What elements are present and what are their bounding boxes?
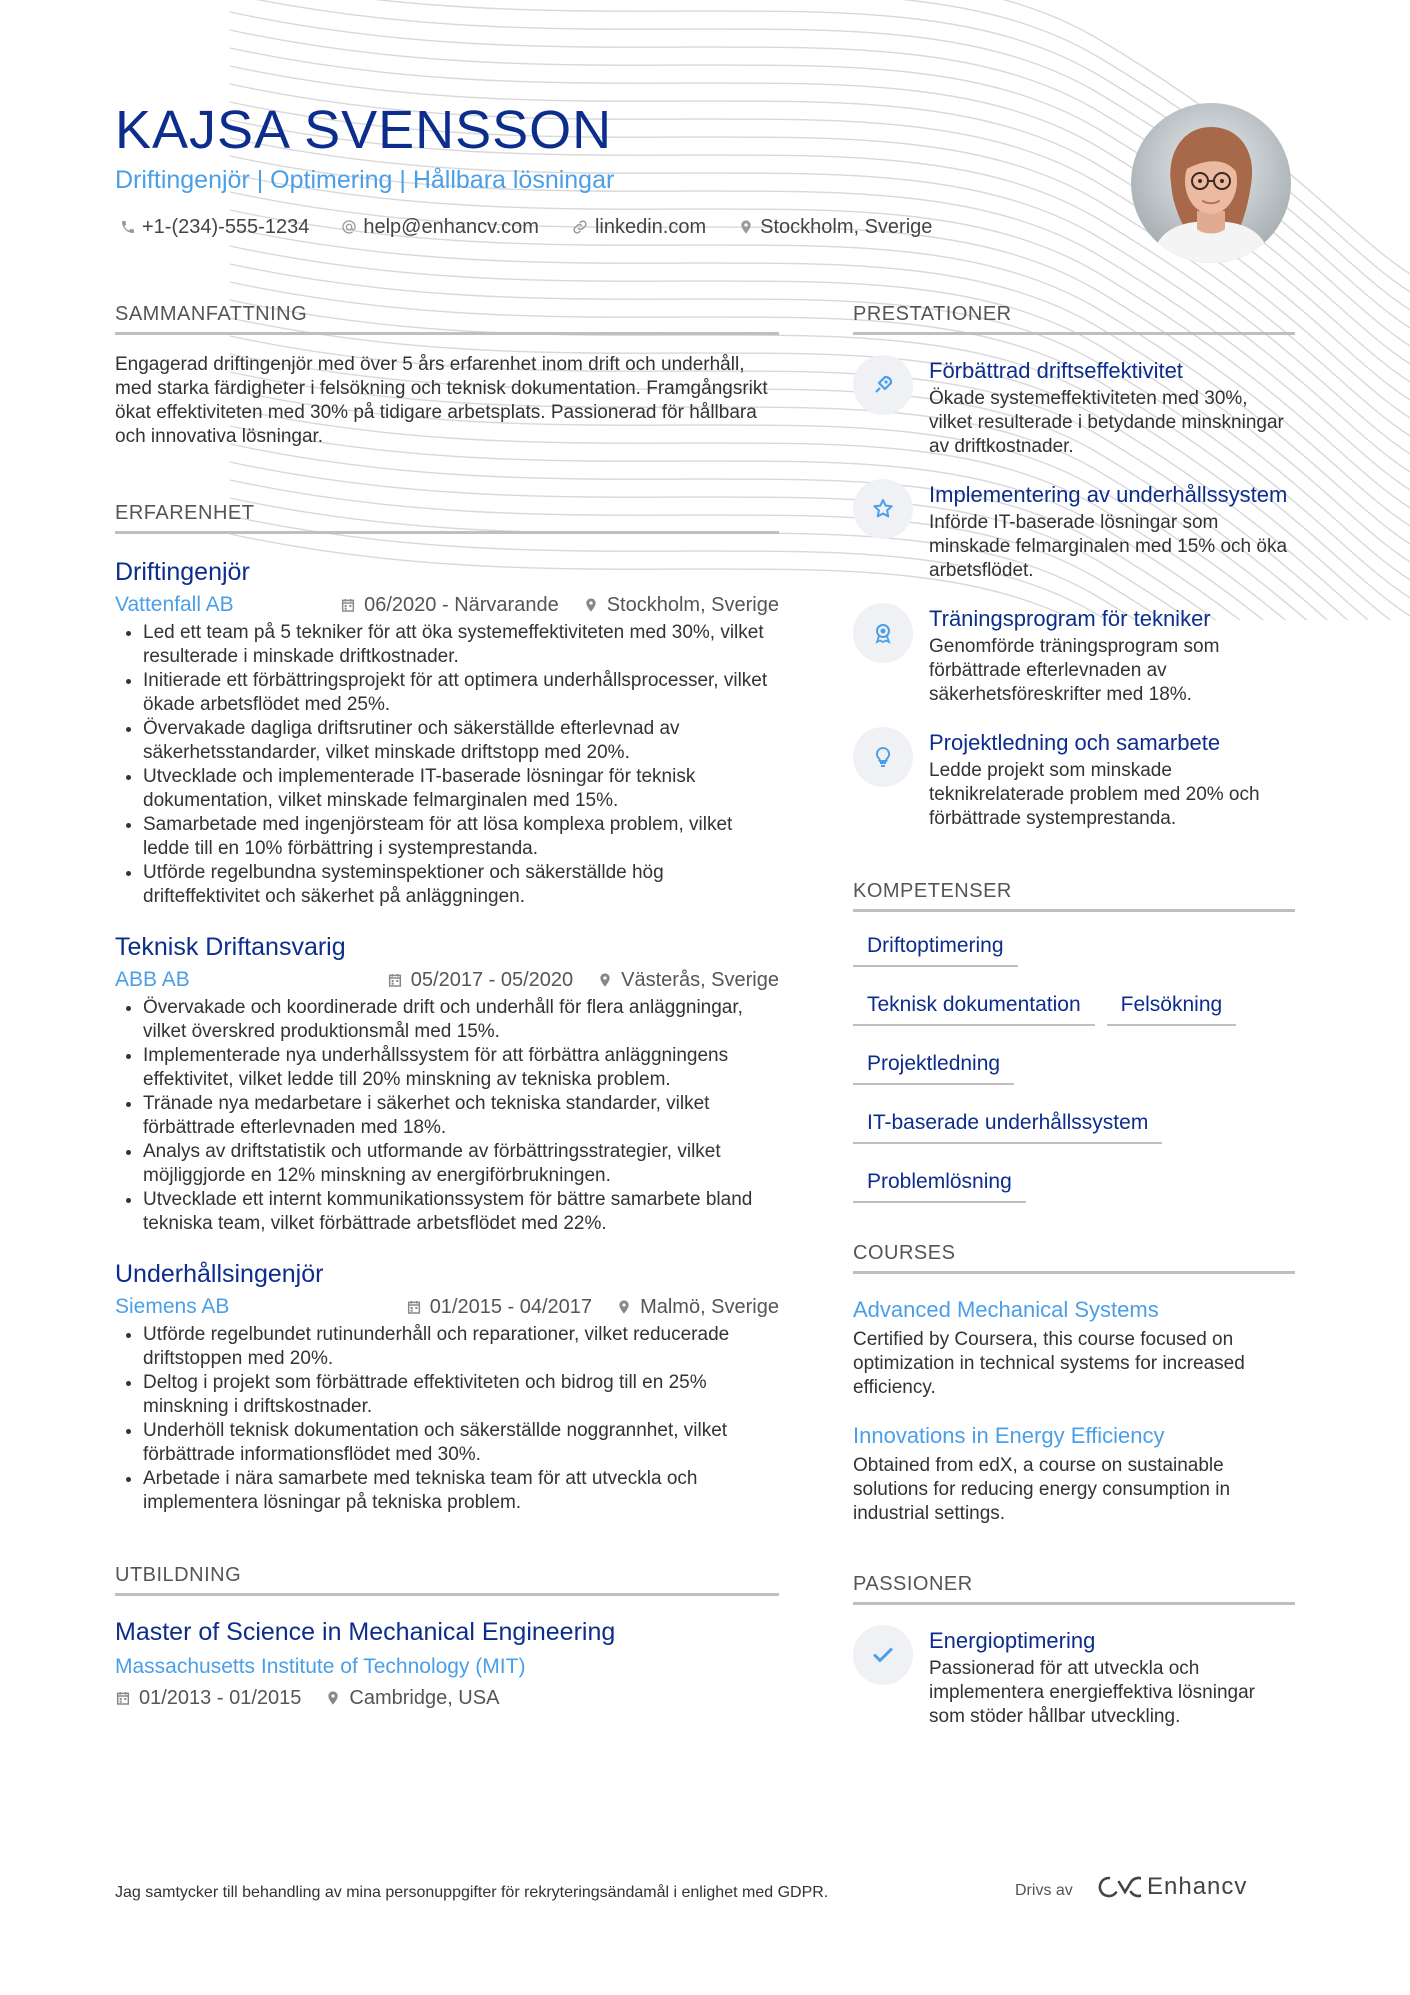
- job-title: Driftingenjör: [115, 558, 250, 586]
- job-meta: [115, 591, 779, 619]
- contact-location: [738, 213, 932, 241]
- achievement-title: Träningsprogram för tekniker: [929, 606, 1211, 631]
- star-icon: [853, 479, 913, 539]
- skill-tag: Teknisk dokumentation: [853, 985, 1095, 1026]
- achievements-section: [853, 300, 1295, 831]
- linkedin-text: linkedin.com: [594, 216, 707, 238]
- job-dates-text: 06/2020 - Närvarande: [364, 594, 559, 616]
- job-bullet: • Arbetade i nära samarbete med tekniska team för att utveckla och implementera lösningar på tekniska problem.: [143, 1467, 779, 1515]
- job-bullet: • Deltog i projekt som förbättrade effektiviteten och bidrog till en 25% minskning i driftskostnader.: [143, 1371, 779, 1419]
- enhancv-logo-icon: [1095, 1874, 1141, 1900]
- school-name: Massachusetts Institute of Technology (MIT): [115, 1655, 526, 1678]
- calendar-icon: [387, 972, 403, 988]
- job-location: [583, 591, 779, 619]
- powered-by-text: Drivs av: [1015, 1882, 1073, 1899]
- job-title: Underhållsingenjör: [115, 1260, 324, 1288]
- job-bullets: [115, 1323, 779, 1515]
- check-icon: [853, 1625, 913, 1685]
- award-icon: [853, 603, 913, 663]
- skill-tag: Driftoptimering: [853, 926, 1018, 967]
- job-location: [597, 966, 779, 994]
- passion-title: Energioptimering: [929, 1628, 1096, 1653]
- skill-tag: IT-baserade underhållssystem: [853, 1103, 1162, 1144]
- course-title: Advanced Mechanical Systems: [853, 1297, 1159, 1322]
- job-bullet: • Analys av driftstatistik och utformande av förbättringsstrategier, vilket möjliggjorde en 12% minskning av energiförbrukningen.: [143, 1140, 779, 1188]
- job-dates-text: 01/2015 - 04/2017: [429, 1296, 593, 1318]
- course-item: [853, 1422, 1295, 1526]
- job-dates: [406, 1293, 592, 1321]
- enhancv-logo[interactable]: [1095, 1874, 1247, 1900]
- education-section: [115, 1561, 779, 1712]
- job-bullet: • Övervakade och koordinerade drift och underhåll för flera anläggningar, vilket överskred produktionsmål med 15%.: [143, 996, 779, 1044]
- location-pin-icon: [597, 971, 613, 989]
- job-bullet: • Utvecklade och implementerade IT-baserade lösningar för teknisk dokumentation, vilket minskade felmarginalen med 15%.: [143, 765, 779, 813]
- calendar-icon: [115, 1690, 131, 1706]
- job-bullet: • Underhöll teknisk dokumentation och säkerställde noggrannhet, vilket förbättrade informationsflödet med 30%.: [143, 1419, 779, 1467]
- job-dates: [340, 591, 559, 619]
- job-entry: [115, 556, 779, 909]
- summary-text: Engagerad driftingenjör med över 5 års erfarenhet inom drift och underhåll, med starka färdigheter i felsökning och teknisk dokumentation. Framgångsrikt ökat effektiviteten med 30% på tidigare arbetsplats. Passionerad för hållbara och innovativa lösningar.: [115, 354, 768, 447]
- right-column: [853, 300, 1295, 1729]
- job-bullet: • Samarbetade med ingenjörsteam för att lösa komplexa problem, vilket ledde till en 10% förbättring i systemprestanda.: [143, 813, 779, 861]
- candidate-tagline: Driftingenjör | Optimering | Hållbara lösningar: [115, 166, 615, 194]
- achievement-item: [853, 605, 1295, 707]
- company-name: Siemens AB: [115, 1295, 230, 1318]
- achievement-title: Förbättrad driftseffektivitet: [929, 358, 1183, 383]
- link-icon: [571, 218, 589, 236]
- location-text: Stockholm, Sverige: [760, 216, 933, 238]
- company-name: ABB AB: [115, 968, 190, 991]
- achievement-desc: Genomförde träningsprogram som förbättrade efterlevnaden av säkerhetsföreskrifter med 18%.: [929, 636, 1220, 705]
- achievement-title: Projektledning och samarbete: [929, 730, 1221, 755]
- job-bullet: • Led ett team på 5 tekniker för att öka systemeffektiviteten med 30%, vilket resulterade i minskade driftkostnader.: [143, 621, 779, 669]
- skills-section: [853, 877, 1295, 1203]
- contact-linkedin[interactable]: [571, 213, 706, 241]
- company-name: Vattenfall AB: [115, 593, 234, 616]
- skill-tag: Felsökning: [1107, 985, 1237, 1026]
- phone-icon: [120, 219, 136, 235]
- course-title: Innovations in Energy Efficiency: [853, 1423, 1165, 1448]
- job-dates: [387, 966, 573, 994]
- left-column: [115, 300, 779, 1712]
- brand-text: Enhancv: [1147, 1873, 1248, 1900]
- contact-email[interactable]: [341, 213, 539, 241]
- section-title: KOMPETENSER: [853, 877, 1295, 912]
- education-location-text: Cambridge, USA: [349, 1687, 500, 1709]
- passion-desc: Passionerad för att utveckla och implementera energieffektiva lösningar som stöder hållbar utveckling.: [929, 1658, 1255, 1727]
- job-meta: [115, 966, 779, 994]
- contact-phone[interactable]: [120, 213, 309, 241]
- job-location: [616, 1293, 779, 1321]
- achievement-desc: Ökade systemeffektiviteten med 30%, vilket resulterade i betydande minskningar av driftkostnader.: [929, 388, 1284, 457]
- skills-list: [853, 926, 1295, 1203]
- job-entry: [115, 931, 779, 1236]
- location-pin-icon: [583, 596, 599, 614]
- experience-section: [115, 499, 779, 1515]
- summary-section: [115, 300, 779, 449]
- achievement-title: Implementering av underhållssystem: [929, 482, 1288, 507]
- education-location: [325, 1684, 499, 1712]
- job-bullet: • Utförde regelbundet rutinunderhåll och reparationer, vilket reducerade driftstoppen med 20%.: [143, 1323, 779, 1371]
- job-location-text: Malmö, Sverige: [640, 1296, 779, 1318]
- section-title: PRESTATIONER: [853, 300, 1295, 335]
- course-desc: Certified by Coursera, this course focused on optimization in technical systems for increased efficiency.: [853, 1329, 1245, 1398]
- section-title: PASSIONER: [853, 1570, 1295, 1605]
- rocket-icon: [853, 355, 913, 415]
- job-location-text: Stockholm, Sverige: [606, 594, 779, 616]
- job-location-text: Västerås, Sverige: [621, 969, 779, 991]
- job-entry: [115, 1258, 779, 1515]
- achievement-desc: Ledde projekt som minskade teknikrelaterade problem med 20% och förbättrade systemprestanda.: [929, 760, 1260, 829]
- job-meta: [115, 1293, 779, 1321]
- achievement-item: [853, 729, 1295, 831]
- course-item: [853, 1296, 1295, 1400]
- location-pin-icon: [325, 1689, 341, 1707]
- location-pin-icon: [616, 1298, 632, 1316]
- job-bullet: • Tränade nya medarbetare i säkerhet och tekniska standarder, vilket förbättrade efterlevnaden med 18%.: [143, 1092, 779, 1140]
- skill-tag: Projektledning: [853, 1044, 1014, 1085]
- section-title: SAMMANFATTNING: [115, 300, 779, 335]
- phone-text: +1-(234)-555-1234: [142, 216, 310, 238]
- courses-section: [853, 1239, 1295, 1526]
- job-bullet: • Initierade ett förbättringsprojekt för att optimera underhållsprocesser, vilket ökade arbetsflödet med 25%.: [143, 669, 779, 717]
- at-icon: [341, 219, 357, 235]
- job-bullets: [115, 621, 779, 909]
- education-dates-text: 01/2013 - 01/2015: [139, 1687, 302, 1709]
- job-title: Teknisk Driftansvarig: [115, 933, 346, 961]
- email-text: help@enhancv.com: [363, 216, 539, 238]
- passions-section: [853, 1570, 1295, 1729]
- course-desc: Obtained from edX, a course on sustainable solutions for reducing energy consumption in industrial settings.: [853, 1455, 1231, 1524]
- calendar-icon: [340, 597, 356, 613]
- degree-title: Master of Science in Mechanical Engineering: [115, 1618, 616, 1646]
- achievement-item: [853, 481, 1295, 583]
- location-pin-icon: [738, 218, 754, 236]
- skill-tag: Problemlösning: [853, 1162, 1026, 1203]
- job-bullet: • Utvecklade ett internt kommunikationssystem för bättre samarbete bland tekniska team, vilket förbättrade arbetsflödet med 22%.: [143, 1188, 779, 1236]
- lightbulb-icon: [853, 727, 913, 787]
- calendar-icon: [406, 1299, 422, 1315]
- education-meta: [115, 1684, 779, 1712]
- education-dates: [115, 1684, 301, 1712]
- passion-item: [853, 1627, 1295, 1729]
- contact-bar: [120, 213, 964, 241]
- profile-photo: [1131, 103, 1291, 263]
- job-bullets: [115, 996, 779, 1236]
- gdpr-consent-text: Jag samtycker till behandling av mina personuppgifter för rekryteringsändamål i enlighet med GDPR.: [115, 1884, 829, 1901]
- job-bullet: • Utförde regelbundna systeminspektioner och säkerställde hög drifteffektivitet och säkerhet på anläggningen.: [143, 861, 779, 909]
- candidate-name: KAJSA SVENSSON: [115, 100, 613, 160]
- section-title: ERFARENHET: [115, 499, 779, 534]
- job-bullet: • Implementerade nya underhållssystem för att förbättra anläggningens effektivitet, vilket ledde till 20% minskning av tekniska problem.: [143, 1044, 779, 1092]
- job-bullet: • Övervakade dagliga driftsrutiner och säkerställde efterlevnad av säkerhetsstandarder, vilket minskade driftstopp med 20%.: [143, 717, 779, 765]
- achievement-item: [853, 357, 1295, 459]
- section-title: UTBILDNING: [115, 1561, 779, 1596]
- job-dates-text: 05/2017 - 05/2020: [410, 969, 574, 991]
- achievement-desc: Införde IT-baserade lösningar som minskade felmarginalen med 15% och öka arbetsflödet.: [929, 512, 1288, 581]
- section-title: COURSES: [853, 1239, 1295, 1274]
